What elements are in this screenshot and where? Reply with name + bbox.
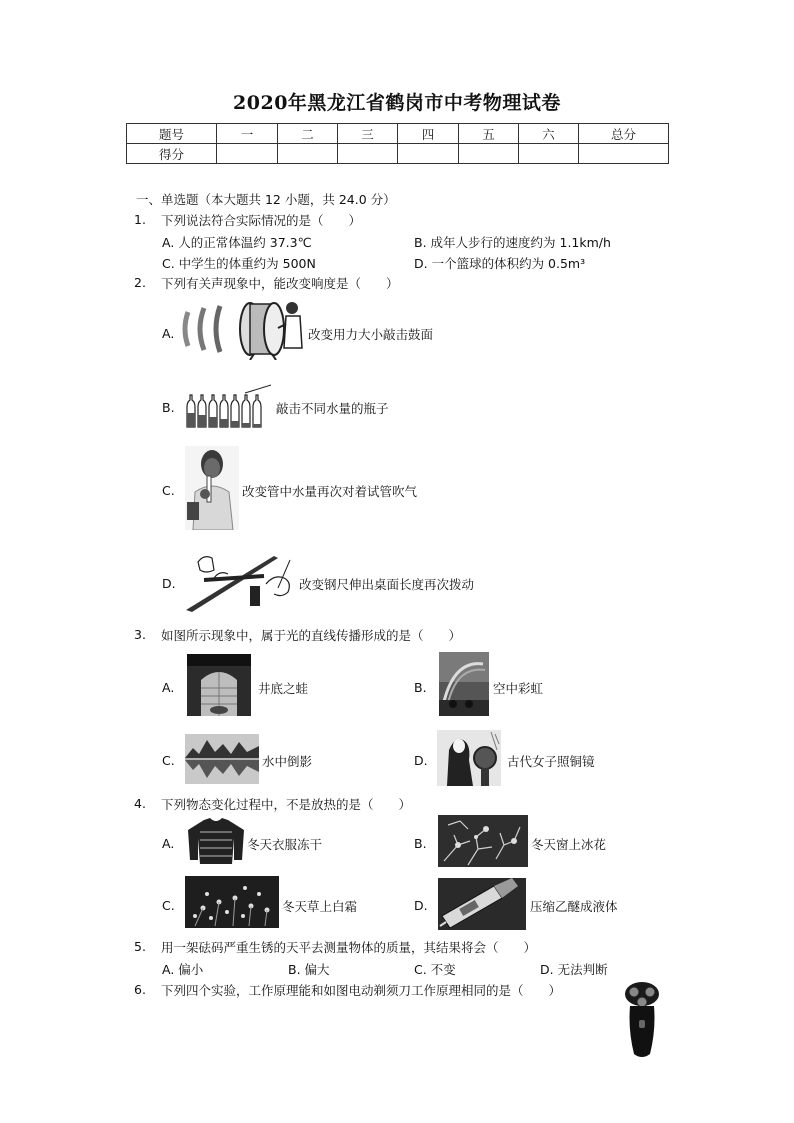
option-caption: 冬天衣服冻干 xyxy=(247,837,323,852)
bottles-icon xyxy=(183,383,273,429)
option-b: B. 偏大 xyxy=(288,962,330,977)
section-heading: 一、单选题（本大题共 12 小题，共 24.0 分） xyxy=(136,192,396,207)
score-cell: 题号 xyxy=(127,124,217,144)
option-letter: B. xyxy=(414,680,427,695)
question-number: 1. xyxy=(134,212,146,227)
option-b: B. 成年人步行的速度约为 1.1km/h xyxy=(414,235,611,250)
well-frog-icon xyxy=(187,654,251,716)
option-caption: 改变钢尺伸出桌面长度再次拨动 xyxy=(299,577,475,592)
option-d: D. 一个篮球的体积约为 0.5m³ xyxy=(414,256,586,271)
option-caption: 冬天草上白霜 xyxy=(282,899,358,914)
option-letter: C. xyxy=(162,483,175,498)
score-cell xyxy=(338,144,398,164)
option-letter: B. xyxy=(414,836,427,851)
score-cell: 三 xyxy=(338,124,398,144)
question-stem: 用一架砝码严重生锈的天平去测量物体的质量，其结果将会（ ） xyxy=(161,940,537,955)
option-caption: 古代女子照铜镜 xyxy=(507,754,595,769)
score-cell xyxy=(398,144,459,164)
syringe-icon xyxy=(438,878,526,930)
option-caption: 敲击不同水量的瓶子 xyxy=(276,401,389,416)
option-caption: 压缩乙醚成液体 xyxy=(530,899,618,914)
bronze-mirror-icon xyxy=(437,730,501,786)
question-number: 6. xyxy=(134,982,146,997)
score-cell xyxy=(459,144,519,164)
option-letter: C. xyxy=(162,898,175,913)
score-cell xyxy=(217,144,278,164)
score-cell xyxy=(278,144,338,164)
score-cell: 总分 xyxy=(579,124,669,144)
score-cell: 得分 xyxy=(127,144,217,164)
option-c: C. 中学生的体重约为 500N xyxy=(162,256,316,271)
option-c: C. 不变 xyxy=(414,962,456,977)
question-stem: 如图所示现象中，属于光的直线传播形成的是（ ） xyxy=(161,628,462,643)
score-cell: 五 xyxy=(459,124,519,144)
option-a: A. 人的正常体温约 37.3℃ xyxy=(162,235,312,250)
score-cell: 四 xyxy=(398,124,459,144)
option-letter: D. xyxy=(414,753,428,768)
option-d: D. 无法判断 xyxy=(540,962,608,977)
score-cell xyxy=(579,144,669,164)
option-letter: A. xyxy=(162,326,175,341)
option-letter: A. xyxy=(162,836,175,851)
option-caption: 冬天窗上冰花 xyxy=(531,837,607,852)
option-letter: D. xyxy=(414,898,428,913)
option-caption: 改变用力大小敲击鼓面 xyxy=(308,327,434,342)
option-letter: B. xyxy=(162,400,175,415)
question-stem: 下列四个实验，工作原理能和如图电动剃须刀工作原理相同的是（ ） xyxy=(161,983,562,998)
question-number: 2. xyxy=(134,275,146,290)
option-caption: 水中倒影 xyxy=(262,754,313,769)
ruler-on-table-icon xyxy=(184,548,296,612)
question-number: 3. xyxy=(134,627,146,642)
score-cell xyxy=(519,144,579,164)
score-cell: 六 xyxy=(519,124,579,144)
score-cell: 二 xyxy=(278,124,338,144)
score-table-header-row xyxy=(127,124,669,144)
score-table xyxy=(126,123,669,164)
question-stem: 下列有关声现象中，能改变响度是（ ） xyxy=(161,276,399,291)
question-stem: 下列物态变化过程中，不是放热的是（ ） xyxy=(161,797,412,812)
electric-shaver-icon xyxy=(622,980,662,1060)
question-number: 5. xyxy=(134,939,146,954)
sweater-icon xyxy=(186,816,246,866)
page-title: 2020年黑龙江省鹤岗市中考物理试卷 xyxy=(233,92,561,114)
question-number: 4. xyxy=(134,796,146,811)
score-cell: 一 xyxy=(217,124,278,144)
drum-icon xyxy=(182,298,306,360)
water-reflection-icon xyxy=(185,734,259,784)
rainbow-icon xyxy=(439,652,489,716)
option-letter: A. xyxy=(162,680,175,695)
option-caption: 井底之蛙 xyxy=(258,681,309,696)
frost-grass-icon xyxy=(185,876,279,928)
question-stem: 下列说法符合实际情况的是（ ） xyxy=(161,213,362,228)
option-caption: 改变管中水量再次对着试管吹气 xyxy=(242,484,418,499)
score-table-score-row xyxy=(127,144,669,164)
option-letter: C. xyxy=(162,753,175,768)
girl-blowing-tube-icon xyxy=(185,446,239,530)
option-caption: 空中彩虹 xyxy=(493,681,544,696)
frost-window-icon xyxy=(438,815,528,867)
option-letter: D. xyxy=(162,576,176,591)
option-a: A. 偏小 xyxy=(162,962,204,977)
